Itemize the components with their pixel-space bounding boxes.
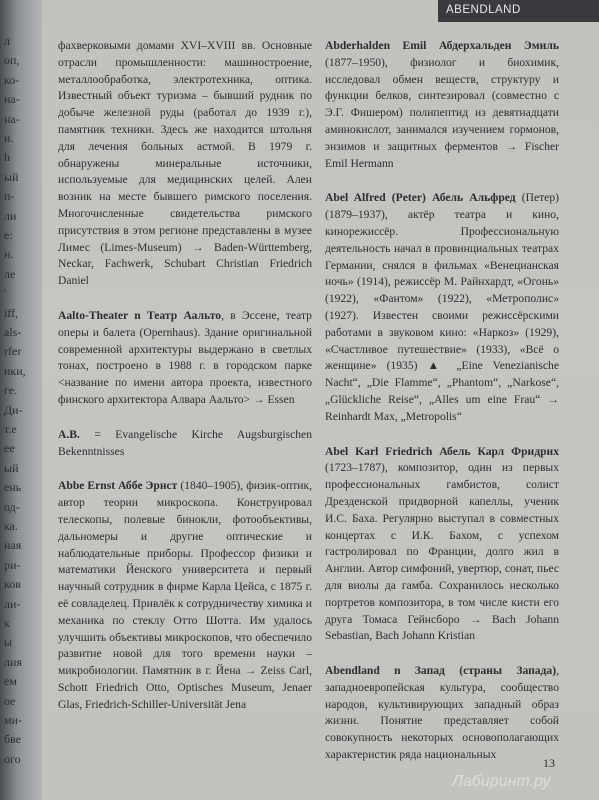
previous-page-fragment: ы: [4, 635, 13, 650]
previous-page-fragment: т.е: [4, 422, 17, 436]
previous-page-fragment: ': [4, 286, 7, 301]
previous-page-fragment: ка.: [4, 519, 18, 533]
previous-page-fragment: е:: [4, 228, 13, 242]
previous-page-fragment: н.: [4, 131, 14, 145]
headword: Abbe Ernst Аббе Эрнст: [58, 479, 178, 493]
entry-abderhalden: Abderhalden Emil Абдерхальден Эмиль (1877–1950), физиолог и биохимик, исследовал обмен веществ, структуру и функции белков, синтезировал (совместно с Э.Г. Фишером) полипептид из девятнадцати аминокислот, занимался изучением гормонов, энзимов и защитных ферментов → Fischer Emil Hermann: [325, 39, 559, 170]
left-column: [58, 38, 312, 731]
previous-page-fragment: rfer: [4, 344, 22, 359]
previous-page-fragment: als-: [4, 325, 22, 339]
previous-page-fragment: ге.: [4, 383, 18, 398]
previous-page-fragment: ики,: [4, 363, 26, 378]
previous-page-fragment: ее: [4, 441, 15, 456]
page-number: 13: [543, 756, 555, 770]
watermark: Лабиринт.ру: [452, 773, 551, 790]
previous-page-fragment: ле: [4, 266, 16, 281]
previous-page-fragment: h: [4, 150, 10, 165]
previous-page-fragment: ков: [4, 577, 21, 592]
previous-page-fragment: ем: [4, 674, 17, 689]
running-header-title: ABENDLAND: [446, 4, 521, 16]
headword: A.B.: [58, 427, 80, 441]
previous-page-fragment: ень: [4, 480, 22, 495]
previous-page-fragment: на-: [4, 92, 20, 107]
entry-abel-karl: Abel Karl Friedrich Абель Карл Фридрих (1723–1787), композитор, один из первых профессиональных гамбистов, солист Дрезденской придворной капеллы, ученик И.С. Баха. Регулярно выступал в совместных концертах с И.К. Бахом, с успехом гастролировал по Франции, долго жил в Англии. Автор симфоний, увертюр, сонат, пьес для виолы да гамба. Сохранилось несколько портретов композитора, в том числе кисти его друга Томаса Гейнсборо → Bach Johann Sebastian, Bach Johann Kristian: [325, 444, 559, 643]
entry-abbe-ernst: Abbe Ernst Аббе Эрнст (1840–1905), физик-оптик, автор теории микроскопа. Конструировал телескопы, полевые бинокли, фотообъективы, дальномеры и другие оптические и наблюдательные приборы. Профессор физики и математики Йенского университета и первый научный сотрудник в фирме Карла Цейса, с 1875 г. её совладелец. Привлёк к сотрудничеству химика и механика по стеклу Отто Шотта. Им удалось улучшить объективы микроскопов, что обеспечило развитие новой для того времени науки – микробиологии. Памятник в г. Йена → Zeiss Carl, Schott Friedrich Otto, Optisches Museum, Jenaer Glas, Friedrich-Schiller-Universität Jena: [58, 479, 312, 711]
entry-continuation: фахверковыми домами XVI–XVIII вв. Основные отрасли промышленности: машиностроение, металлообработка, электротехника, оптика. Известный объект туризма – бывший рудник по добыче железной руды (работал до 1939 г.), памятник техники. Здесь же находится штольня для лечения больных астмой. В 1979 г. обнаружены минеральные источники, используемые для медицинских целей. Ален возник на месте бывшего римского поселения. Многочисленные свидетельства римского присутствия в этом регионе представлены в музее Лимес (Limes-Museum) → Baden-Württemberg, Neckar, Fachwerk, Schubart Christian Friedrich Daniel: [58, 39, 312, 288]
previous-page-fragment: н.: [4, 247, 14, 262]
previous-page-fragment: лия: [4, 654, 22, 669]
previous-page-fragment: бве: [4, 732, 22, 747]
previous-page-fragment: ми-: [4, 713, 23, 727]
previous-page-fragment: ли-: [4, 596, 21, 611]
headword: Abel Alfred (Peter) Абель Альфред: [325, 191, 516, 205]
entry-abendland: Abendland n Запад (страны Запада), западноевропейская культура, сообщество народов, культивирующих западный образ жизни. Понятие представляет собой совокупность некоторых основополагающих характеристик ряда национальных: [325, 664, 559, 762]
headword: Abel Karl Friedrich Абель Карл Фридрих: [325, 444, 559, 458]
headword: Aalto-Theater n Театр Аальто: [58, 308, 222, 322]
previous-page-fragment: ко-: [4, 72, 20, 87]
previous-page-fragment: к: [4, 616, 10, 630]
previous-page-fragment: од-: [4, 499, 20, 514]
previous-page-fragment: л: [4, 34, 10, 48]
previous-page-fragment: ри-: [4, 557, 21, 572]
headword: Abendland n Запад (страны Запада): [325, 664, 557, 678]
previous-page-fragment: ый: [4, 169, 19, 184]
entry-abel-alfred: Abel Alfred (Peter) Абель Альфред (Петер) (1879–1937), актёр театра и кино, кинорежиссёр. Профессиональную деятельность начал в провинциальных театрах Германии, снялся в фильмах «Венецианская ночь» (1914), режиссёр М. Райнхардт, «Огонь» (1922), «Фантом» (1922), «Метрополис» (1927). Известен своими режиссёрскими работами в звуковом кино: «Наркоз» (1929), «Счастливое путешествие» (1933), «Всё о женщине» (1935) ▲ „Eine Venezianische Nacht“, „Die Flamme“, „Phantom“, „Narkose“, „Glückliche Reise“, „Alles um eine Frau“ → Reinhardt Max, „Metropolis“: [325, 191, 559, 423]
previous-page-fragment: ого: [4, 751, 21, 766]
previous-page-fragment: п-: [4, 189, 15, 204]
previous-page-fragment: ная: [4, 538, 22, 553]
entry-ab: A.B. = Evangelische Kirche Augsburgischen Bekenntnisses: [58, 427, 312, 458]
previous-page-fragment: на-: [4, 111, 20, 126]
previous-page-fragment: ый: [4, 460, 19, 475]
entry-aalto-theater: Aalto-Theater n Театр Аальто, в Эссене, театр оперы и балета (Opernhaus). Здание оригинальной современной архитектуры выдержано в светлых тонах, построено в 1988 г. в городском парке <название по имени автора проекта, известного финского архитектора Алвара Аальто> → Essen: [58, 308, 312, 406]
headword: Abderhalden Emil Абдерхальден Эмиль: [325, 39, 559, 52]
right-column: [325, 38, 559, 782]
previous-page-fragment: оп,: [4, 53, 20, 68]
previous-page-fragment: Ди-: [4, 402, 23, 417]
previous-page-fragment: ое: [4, 693, 16, 708]
previous-page-fragment: ли: [4, 208, 17, 223]
previous-page-fragment: iff,: [4, 305, 19, 320]
